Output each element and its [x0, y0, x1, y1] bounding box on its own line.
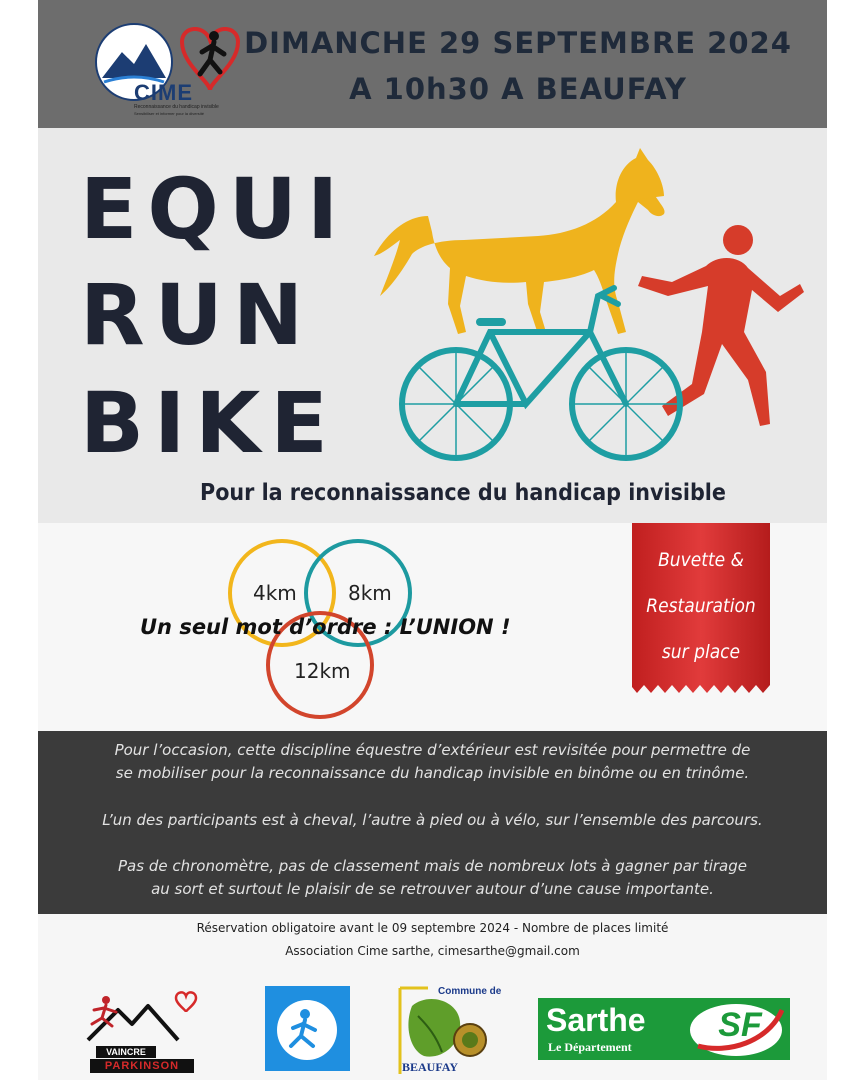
vaincre-text: VAINCRE	[106, 1047, 146, 1057]
distance-4km: 4km	[253, 581, 297, 605]
sarthe-badge: SF	[718, 1006, 762, 1044]
distance-12km: 12km	[294, 659, 351, 683]
event-date: DIMANCHE 29 SEPTEMBRE 2024	[244, 26, 792, 60]
sarthe-departement-logo	[538, 998, 790, 1060]
cime-logo-tagline: Reconnaissance du handicap invisible	[134, 104, 219, 110]
association-contact: Association Cime sarthe, cimesarthe@gmail.com	[285, 944, 580, 958]
parkinson-text: PARKINSON	[104, 1060, 180, 1072]
sarthe-subtitle: Le Département	[548, 1040, 632, 1054]
ribbon-text	[632, 537, 770, 675]
description-p1-line2: se mobiliser pour la reconnaissance du handicap invisible en binôme ou en trinôme.	[115, 764, 750, 782]
title-run: RUN	[80, 266, 314, 364]
sarthe-name: Sarthe	[546, 1002, 646, 1038]
poster	[38, 0, 827, 1080]
description-p1-line1: Pour l’occasion, cette discipline équestre d’extérieur est revisitée pour permettre de	[114, 741, 751, 759]
description-p3-line2: au sort et surtout le plaisir de se retrouver autour d’une cause importante.	[151, 880, 714, 898]
ribbon-line-2: Restauration	[646, 595, 756, 617]
cime-logo-text: CIME	[134, 80, 193, 105]
distances-section	[38, 523, 827, 731]
event-time-place: A 10h30 A BEAUFAY	[349, 72, 687, 106]
description-p2: L’un des participants est à cheval, l’autre à pied ou à vélo, sur l’ensemble des parcours.	[102, 811, 763, 829]
title-bike: BIKE	[80, 374, 338, 472]
vaincre-parkinson-logo	[78, 984, 202, 1074]
cime-logo-tagline-2: Sensibiliser et informer pour la diversité	[134, 111, 205, 116]
ribbon-line-1: Buvette &	[658, 549, 744, 571]
title-equi: EQUI	[80, 160, 349, 258]
blue-runner-graphic	[265, 986, 350, 1071]
horse-icon	[374, 148, 665, 334]
description-p3-line1: Pas de chronomètre, pas de classement mais de nombreux lots à gagner par tirage	[118, 857, 747, 875]
commune-beaufay-logo	[398, 986, 502, 1076]
union-motto: Un seul mot d’ordre : L’UNION !	[140, 615, 511, 639]
header-band	[38, 0, 827, 128]
bicycle-icon	[402, 288, 680, 458]
commune-name: BEAUFAY	[402, 1060, 459, 1074]
ribbon-line-3: sur place	[661, 641, 741, 663]
runner-icon	[638, 225, 804, 426]
description-panel	[38, 731, 827, 914]
tagline: Pour la reconnaissance du handicap invisible	[200, 480, 726, 506]
horse-bike-runner-illustration	[368, 136, 808, 466]
footer-section	[38, 914, 827, 1080]
blue-runner-logo	[265, 986, 350, 1071]
distance-8km: 8km	[348, 581, 392, 605]
hero-section	[38, 128, 827, 523]
commune-label: Commune de	[438, 986, 502, 997]
reservation-notice: Réservation obligatoire avant le 09 septembre 2024 - Nombre de places limité	[196, 921, 669, 935]
